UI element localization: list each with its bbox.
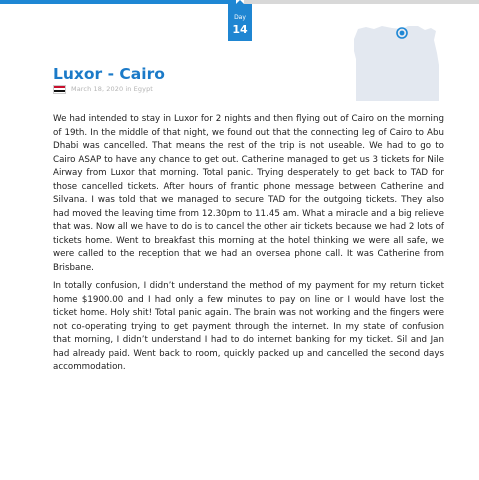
egypt-flag-icon	[53, 85, 66, 94]
top-gray-bar	[244, 0, 479, 4]
entry-meta	[53, 84, 153, 94]
day-badge	[228, 4, 252, 41]
paragraph-1: We had intended to stay in Luxor for 2 nights and then flying out of Cairo on the morning of 19th. In the middle of that night, we found out that the connecting leg of Cairo to Abu Dhabi was cancelled. That means the rest of the trip is not useable. We had to go to Cairo ASAP to have any chance to get out. Catherine managed to get us 3 tickets for Nile Airway from Luxor that morning. Total panic. Trying desperately to get back to TAD for those cancelled tickets. After hours of frantic phone message between Catherine and Silvana. I was told that we managed to secure TAD for the outgoing tickets. They also had moved the leaving time from 12.30pm to 11.45 am. What a miracle and a big relieve that was. Now all we have to do is to cancel the other air tickets because we had 2 lots of tickets home. Went to breakfast this morning at the hotel thinking we were all safe, we were called to the reception that we had an oversea phone call. It was Catherine from Brisbane.	[53, 114, 444, 273]
paragraph-2: In totally confusion, I didn’t understand the method of my payment for my return ticket home $1900.00 and I had only a few minutes to pay on line or I would have lost the ticket home. Holy shit! Total panic again. The brain was not working and the fingers were not co-operating trying to get payment through the internet. In my state of confusion that morning, I didn’t understand I had to do internet banking for my ticket. Sil and Jan had already paid. Went back to room, quickly packed up and cancelled the second days accommodation.	[53, 281, 444, 372]
entry-body	[53, 113, 444, 380]
top-accent-bar	[0, 0, 236, 4]
entry-date-location: March 18, 2020 in Egypt	[71, 85, 153, 93]
day-badge-notch	[236, 0, 244, 4]
entry-title: Luxor - Cairo	[53, 65, 165, 83]
day-number: 14	[232, 23, 248, 36]
egypt-map-location-icon	[352, 15, 441, 101]
day-label: Day	[234, 14, 246, 21]
egypt-map-shape	[354, 26, 439, 101]
location-marker-dot	[400, 31, 405, 36]
